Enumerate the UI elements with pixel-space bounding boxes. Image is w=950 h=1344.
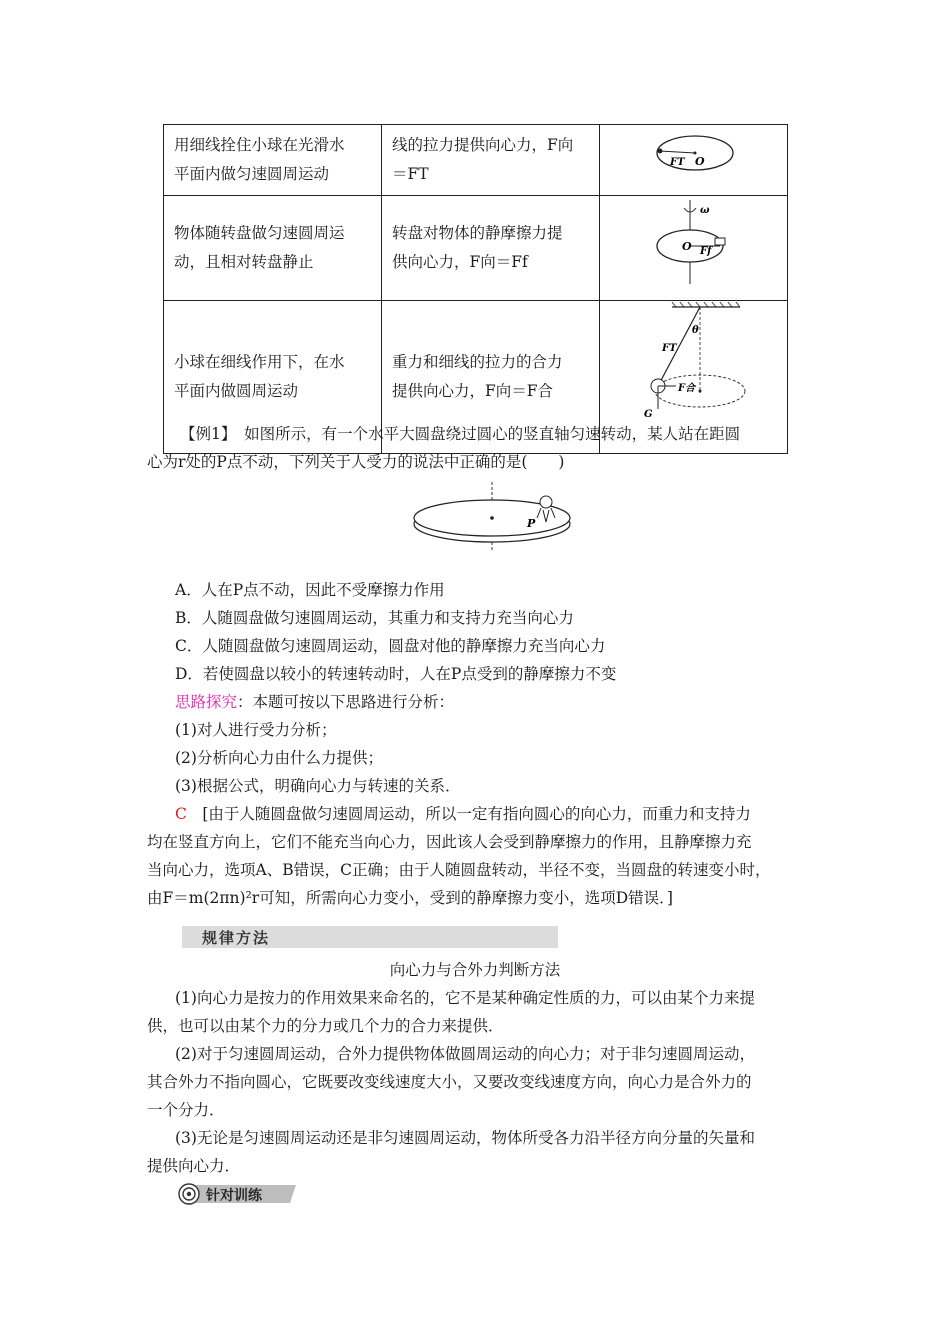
method-p2: 一个分力． — [147, 1101, 225, 1119]
case-cell — [164, 125, 382, 196]
option-d: D．若使圆盘以较小的转速转动时，人在P点受到的静摩擦力不变 — [175, 665, 617, 683]
thinking-step: (1)对人进行受力分析； — [175, 721, 337, 739]
rotating-disk-figure — [410, 482, 580, 550]
method-p1: 供，也可以由某个力的分力或几个力的合力来提供． — [147, 1017, 504, 1035]
analysis-text: 提供向心力，F向＝F合 — [392, 382, 554, 400]
p-point-label: P — [527, 517, 536, 530]
option-b: B．人随圆盘做匀速圆周运动，其重力和支持力充当向心力 — [175, 609, 574, 627]
method-banner-text: 规律方法 — [202, 929, 271, 947]
example-line-1: 【例1】 如图所示，有一个水平大圆盘绕过圆心的竖直轴匀速转动，某人站在距圆 — [180, 425, 741, 443]
training-banner-text: 针对训练 — [206, 1188, 262, 1204]
string-ball-figure — [600, 125, 787, 185]
method-banner — [182, 926, 558, 948]
answer-line: 均在竖直方向上，它们不能充当向心力，因此该人会受到静摩擦力的作用，且静摩擦力充 — [147, 833, 752, 851]
analysis-text: 供向心力，F向＝Ff — [392, 253, 528, 271]
method-p2: (2)对于匀速圆周运动，合外力提供物体做圆周运动的向心力；对于非匀速圆周运动， — [175, 1045, 755, 1063]
case-text: 动，且相对转盘静止 — [174, 253, 314, 271]
analysis-cell — [382, 196, 600, 301]
analysis-text: 转盘对物体的静摩擦力提 — [392, 224, 563, 242]
answer-line: 由F＝m(2πn)²r可知，所需向心力变小，受到的静摩擦力变小，选项D错误．] — [147, 889, 673, 907]
ft-label: FT — [670, 157, 685, 168]
analysis-text: 重力和细线的拉力的合力 — [392, 353, 563, 371]
method-title: 向心力与合外力判断方法 — [389, 961, 561, 979]
theta-label: θ — [692, 325, 699, 336]
answer-letter: C — [175, 805, 187, 823]
center-label: O — [682, 240, 692, 253]
table-row — [164, 125, 788, 196]
thinking-intro — [175, 692, 454, 712]
thinking-step: (3)根据公式，明确向心力与转速的关系． — [175, 777, 461, 795]
table-row — [164, 196, 788, 301]
method-p3: 提供向心力． — [147, 1157, 241, 1175]
ff-label: Ff — [700, 246, 712, 257]
analysis-text: ＝FT — [392, 165, 429, 183]
method-p2: 其合外力不指向圆心，它既要改变线速度大小，又要改变线速度方向，向心力是合外力的 — [147, 1073, 752, 1091]
case-text: 平面内做圆周运动 — [174, 382, 299, 400]
option-c: C．人随圆盘做匀速圆周运动，圆盘对他的静摩擦力充当向心力 — [175, 637, 606, 655]
ft-label: FT — [662, 343, 677, 354]
thinking-intro-text: ：本题可按以下思路进行分析： — [237, 693, 455, 711]
option-a: A．人在P点不动，因此不受摩擦力作用 — [175, 581, 445, 599]
method-p3: (3)无论是匀速圆周运动还是非匀速圆周运动，物体所受各力沿半径方向分量的矢量和 — [175, 1129, 755, 1147]
analysis-text: 线的拉力提供向心力，F向 — [392, 136, 574, 154]
conical-pendulum-figure — [600, 301, 787, 443]
turntable-figure — [600, 196, 787, 290]
omega-label: ω — [700, 205, 710, 216]
analysis-cell — [382, 125, 600, 196]
figure-cell — [600, 125, 788, 196]
answer-text: [由于人随圆盘做匀速圆周运动，所以一定有指向圆心的向心力，而重力和支持力 — [186, 805, 751, 823]
case-text: 用细线拴住小球在光滑水 — [174, 136, 345, 154]
case-cell — [164, 196, 382, 301]
case-text: 小球在细线作用下，在水 — [174, 353, 345, 371]
thinking-label: 思路探究 — [175, 693, 238, 711]
answer-line: 当向心力，选项A、B错误，C正确；由于人随圆盘转动，半径不变，当圆盘的转速变小时， — [147, 861, 771, 879]
case-text: 平面内做匀速圆周运动 — [174, 165, 330, 183]
force-table — [163, 124, 788, 454]
fhe-label: F合 — [678, 383, 696, 394]
figure-cell — [600, 196, 788, 301]
training-banner — [178, 1183, 296, 1205]
g-label: G — [644, 409, 653, 420]
case-text: 物体随转盘做匀速圆周运 — [174, 224, 345, 242]
example-line-2: 心为r处的P点不动，下列关于人受力的说法中正确的是( ) — [147, 453, 565, 471]
center-label: O — [695, 155, 705, 168]
thinking-step: (2)分析向心力由什么力提供； — [175, 749, 383, 767]
answer-line-1 — [175, 804, 751, 824]
method-p1: (1)向心力是按力的作用效果来命名的，它不是某种确定性质的力，可以由某个力来提 — [175, 989, 755, 1007]
